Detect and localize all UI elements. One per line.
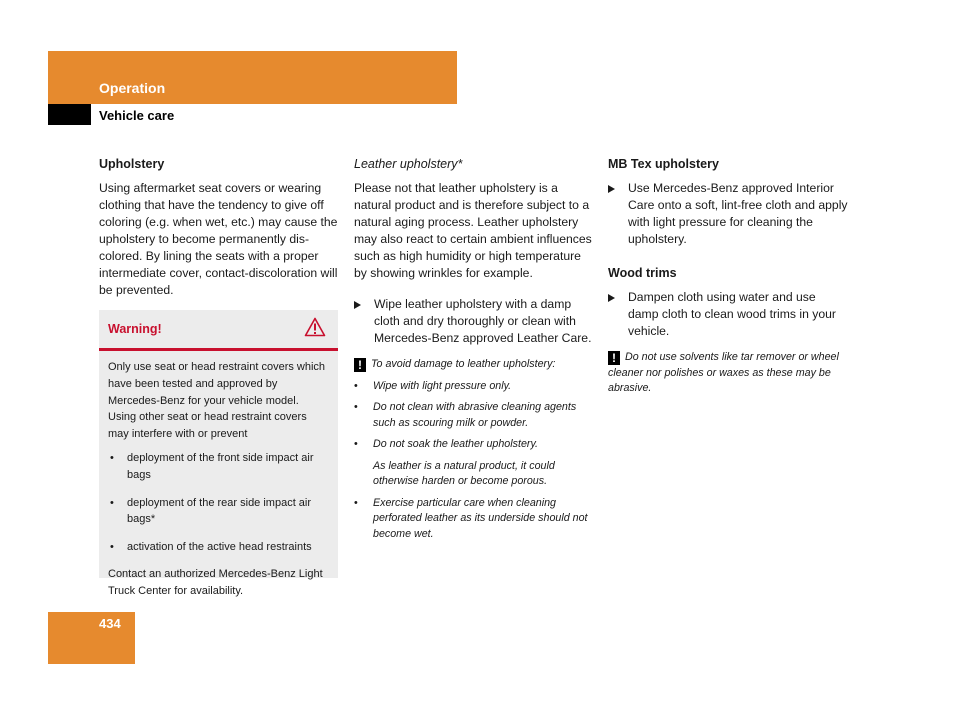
subsection-title: Vehicle care bbox=[99, 108, 175, 123]
warning-closing: Contact an authorized Mercedes-Benz Light Truck Center for availability. bbox=[108, 567, 323, 597]
warning-bullet-text: deployment of the rear side impact air bags* bbox=[127, 496, 312, 526]
exclamation-icon: ! bbox=[354, 358, 366, 372]
bullet-icon: • bbox=[110, 496, 114, 509]
upholstery-heading: Upholstery bbox=[99, 157, 165, 171]
column-leather bbox=[354, 156, 594, 542]
mbtex-step-text: Use Mercedes-Benz approved Interior Care onto a soft, lint-free cloth and apply with light pressure for cleaning the upholstery. bbox=[628, 181, 848, 246]
arrow-right-icon bbox=[608, 185, 615, 193]
warning-bullet-text: activation of the active head restraints bbox=[127, 541, 312, 554]
section-marker bbox=[48, 104, 91, 125]
arrow-right-icon bbox=[354, 301, 361, 309]
notice-bullet bbox=[354, 400, 594, 431]
warning-bullet bbox=[108, 539, 329, 556]
wood-step-text: Dampen cloth using water and use damp cloth to clean wood trims in your vehicle. bbox=[628, 290, 836, 338]
bullet-icon: • bbox=[354, 496, 358, 509]
mbtex-heading: MB Tex upholstery bbox=[608, 157, 719, 171]
bullet-icon: • bbox=[354, 401, 358, 413]
page-number: 434 bbox=[99, 616, 121, 631]
notice-bullet-text: Do not clean with abrasive cleaning agents such as scouring milk or powder. bbox=[373, 401, 577, 429]
column-upholstery bbox=[99, 156, 339, 299]
mbtex-step bbox=[608, 180, 848, 248]
wood-step bbox=[608, 289, 848, 340]
leather-notice bbox=[354, 357, 594, 542]
notice-bullet-text: Exercise particular care when cleaning perforated leather as its underside should not become wet. bbox=[373, 496, 588, 540]
exclamation-icon: ! bbox=[608, 351, 620, 365]
warning-bullet-text: deployment of the front side impact air bags bbox=[127, 451, 314, 481]
notice-bullet bbox=[354, 379, 594, 395]
upholstery-text: Using aftermarket seat covers or wearing clothing that have the tendency to give off coloring (e.g. when wet, etc.) may cause the upholstery to become permanently dis-colored. By lining the seats with a proper intermediate cover, contact-discoloration will be prevented. bbox=[99, 181, 338, 297]
notice-bullet bbox=[354, 437, 594, 453]
arrow-right-icon bbox=[608, 294, 615, 302]
bullet-icon: • bbox=[110, 541, 114, 554]
bullet-icon: • bbox=[110, 451, 114, 464]
warning-bullet bbox=[108, 450, 329, 484]
notice-intro bbox=[354, 357, 594, 373]
notice-intro-text: To avoid damage to leather upholstery: bbox=[371, 358, 556, 370]
page-number-box bbox=[48, 612, 135, 664]
leather-step-text: Wipe leather upholstery with a damp cloth and dry thoroughly or clean with Mercedes-Benz approved Leather Care. bbox=[374, 297, 592, 345]
warning-body bbox=[99, 351, 338, 600]
warning-box bbox=[99, 310, 338, 597]
header-band bbox=[48, 51, 457, 104]
leather-text: Please not that leather upholstery is a natural product and is therefore subject to a natural aging process. Leather upholstery may also react to certain ambient influences such as high humidity or high temperature by showing wrinkles for example. bbox=[354, 181, 592, 280]
warning-intro: Only use seat or head restraint covers which have been tested and approved by Mercedes-Benz for your vehicle model. Using other seat or head restraint covers may interfere with or prevent bbox=[108, 361, 326, 441]
column-mbtex-wood bbox=[608, 156, 848, 397]
wood-notice-text: Do not use solvents like tar remover or wheel cleaner nor polishes or waxes as these may be abrasive. bbox=[608, 351, 839, 394]
notice-bullet-text: Wipe with light pressure only. bbox=[373, 379, 512, 392]
leather-step bbox=[354, 296, 594, 347]
leather-heading: Leather upholstery* bbox=[354, 157, 463, 171]
wood-heading: Wood trims bbox=[608, 266, 677, 280]
notice-extra: As leather is a natural product, it could otherwise harden or become porous. bbox=[373, 459, 555, 487]
warning-bullet bbox=[108, 495, 329, 529]
warning-triangle-icon bbox=[304, 317, 326, 337]
section-title: Operation bbox=[99, 80, 166, 96]
notice-bullet bbox=[354, 496, 594, 543]
warning-header bbox=[99, 310, 338, 351]
notice-bullet-text: Do not soak the leather upholstery. bbox=[373, 438, 538, 450]
bullet-icon: • bbox=[354, 438, 358, 450]
warning-label: Warning! bbox=[108, 322, 162, 336]
bullet-icon: • bbox=[354, 379, 358, 392]
wood-notice bbox=[608, 350, 848, 397]
